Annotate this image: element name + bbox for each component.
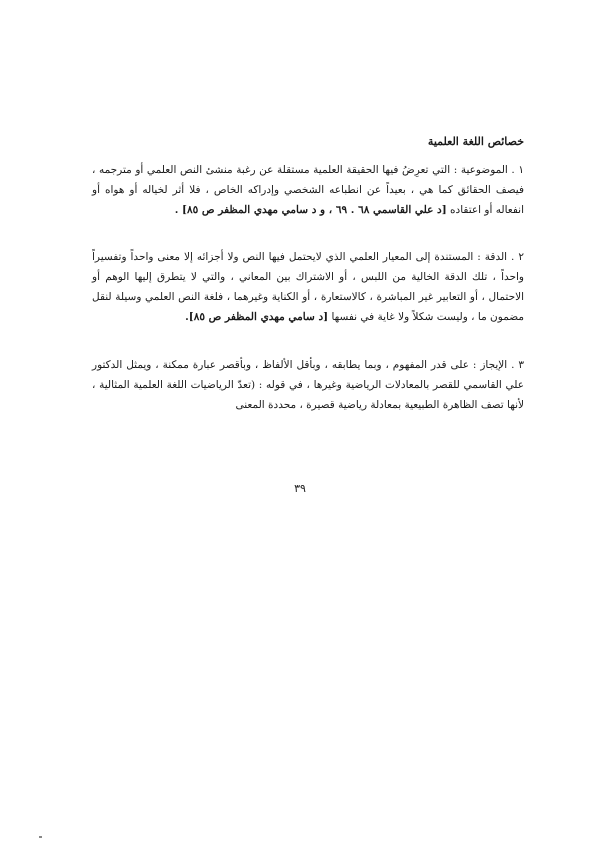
paragraph-conciseness [92,355,524,415]
paragraph-text: ٣ . الإيجاز : على قدر المفهوم ، وبما يطابقه ، وبأقل الألفاظ ، وبأقصر عبارة ممكنة ، ويمثل الدكتور علي القاسمي للقصر بالمعادلات الرياضية وغيرها ، في قوله : (تعدّ الرياضيات اللغة العلمية المثالية ، لأنها تصف الظاهرة الطبيعية بمعادلة رياضية قصيرة ، محددة المعنى [92,359,524,411]
citation: [د سامي مهدي المظفر ص ٨٥]. [185,311,329,323]
paragraph-text: ١ . الموضوعية : التي تعرِضُ فيها الحقيقة العلمية مستقلة عن رغبة منشئ النص العلمي أو مترجمه ، فيصف الحقائق كما هي ، بعيداً عن انطباعه الشخصي وإدراكه الخاص ، فلا أثر لخياله أو هواه أو انفعاله أو اعتقاده [92,164,524,216]
citation: [د علي القاسمي ٦٨ . ٦٩ ، و د سامي مهدي المظفر ص ٨٥] . [174,204,447,216]
scan-artifact [39,836,42,838]
section-heading: خصائص اللغة العلمية [427,135,524,148]
paragraph-text: ٢ . الدقة : المستندة إلى المعيار العلمي الذي لايحتمل فيها النص ولا أجزائه إلا معنى واحداً وتفسيراً واحداً ، تلك الدقة الخالية من اللبس ، أو الاشتراك بين المعاني ، والتي لا يتطرق إليها الوهم أو الاحتمال ، أو التعابير غير المباشرة ، كالاستعارة ، أو الكناية وغيرهما ، فلغة النص العلمي وسيلة لنقل مضمون ما ، وليست شكلاً ولا غاية في نفسها [92,251,524,323]
page-number: ٣٩ [294,482,306,495]
paragraph-objectivity [92,160,524,220]
paragraph-accuracy [92,247,524,327]
